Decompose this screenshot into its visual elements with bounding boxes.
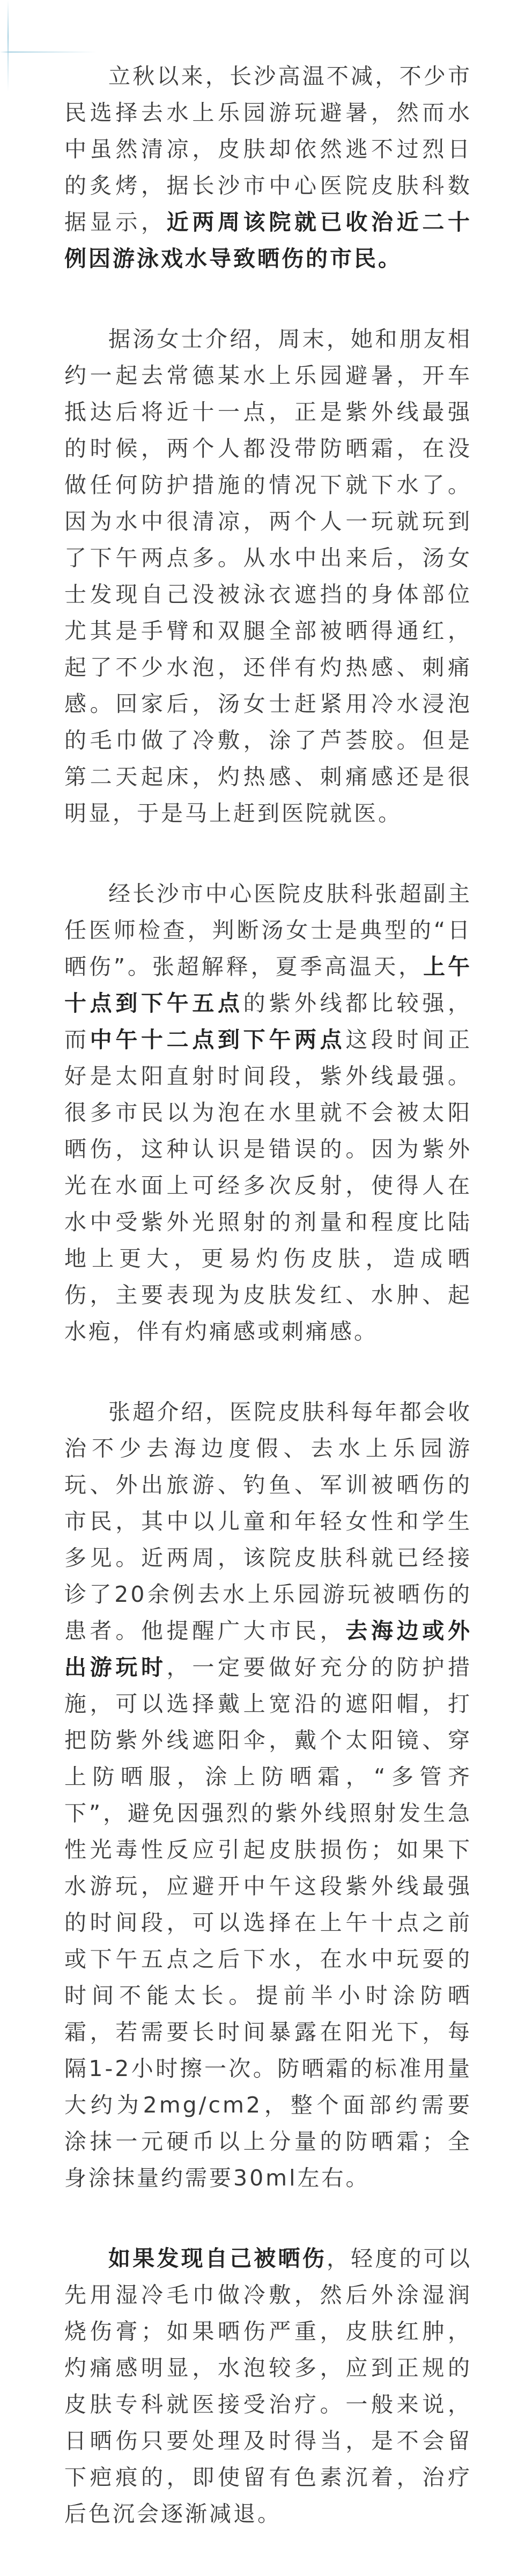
paragraph-case [64, 321, 472, 831]
paragraph-diagnosis [64, 875, 472, 1350]
bold-text-run: 如果发现自己被晒伤 [108, 2246, 327, 2271]
text-run: 的紫外线都比较强，而 [64, 990, 472, 1053]
paragraph-advice [64, 1394, 472, 2196]
text-run: 经长沙市中心医院皮肤科张超副主任医师检查，判断汤女士是典型的“日晒伤”。张超解释，夏季高温天， [64, 881, 472, 980]
paragraph-intro [64, 58, 472, 277]
bold-text-run: 去海边或外出游玩时 [64, 1618, 472, 1680]
bold-text-run: 上午十点到下午五点 [64, 954, 472, 1016]
text-run: 张超介绍，医院皮肤科每年都会收治不少去海边度假、去水上乐园游玩、外出旅游、钓鱼、军训被晒伤的市民，其中以儿童和年轻女性和学生多见。近两周，该院皮肤科就已经接诊了20余例去水上乐园游玩被晒伤的患者。他提醒广大市民， [64, 1399, 472, 1644]
decorative-vertical-line [8, 0, 9, 91]
text-run: 立秋以来，长沙高温不减，不少市民选择去水上乐园游玩避暑，然而水中虽然清凉，皮肤却依然逃不过烈日的炙烤，据长沙市中心医院皮肤科数据显示， [64, 63, 472, 235]
bold-text-run: 近两周该院就已收治近二十例因游泳戏水导致晒伤的市民。 [64, 209, 472, 271]
text-run: 这段时间正好是太阳直射时间段，紫外线最强。很多市民以为泡在水里就不会被太阳晒伤，这种认识是错误的。因为紫外光在水面上可经多次反射，使得人在水中受紫外光照射的剂量和程度比陆地上更大，更易灼伤皮肤，造成晒伤，主要表现为皮肤发红、水肿、起水疱，伴有灼痛感或刺痛感。 [64, 1027, 472, 1344]
paragraph-treatment [64, 2240, 472, 2532]
text-run: ，轻度的可以先用湿冷毛巾做冷敷，然后外涂湿润烧伤膏；如果晒伤严重，皮肤红肿，灼痛感明显，水泡较多，应到正规的皮肤专科就医接受治疗。一般来说，日晒伤只要处理及时得当，是不会留下疤痕的，即使留有色素沉着，治疗后色沉会逐渐减退。 [64, 2246, 472, 2527]
text-run: ，一定要做好充分的防护措施，可以选择戴上宽沿的遮阳帽，打把防紫外线遮阳伞，戴个太阳镜、穿上防晒服，涂上防晒霜，“多管齐下”，避免因强烈的紫外线照射发生急性光毒性反应引起皮肤损伤；如果下水游玩，应避开中午这段紫外线最强的时间段，可以选择在上午十点之前或下午五点之后下水，在水中玩耍的时间不能太长。提前半小时涂防晒霜，若需要长时间暴露在阳光下，每隔1-2小时擦一次。防晒霜的标准用量大约为2mg/cm2，整个面部约需要涂抹一元硬币以上分量的防晒霜；全身涂抹量约需要30ml左右。 [64, 1654, 472, 2191]
decorative-horizontal-line [0, 51, 97, 53]
article-body [64, 58, 472, 2576]
bold-text-run: 中午十二点到下午两点 [90, 1027, 346, 1053]
text-run: 据汤女士介绍，周末，她和朋友相约一起去常德某水上乐园避暑，开车抵达后将近十一点，正是紫外线最强的时候，两个人都没带防晒霜，在没做任何防护措施的情况下就下水了。因为水中很清凉，两个人一玩就玩到了下午两点多。从水中出来后，汤女士发现自己没被泳衣遮挡的身体部位尤其是手臂和双腿全部被晒得通红，起了不少水泡，还伴有灼热感、刺痛感。回家后，汤女士赶紧用冷水浸泡的毛巾做了冷敷，涂了芦荟胶。但是第二天起床，灼热感、刺痛感还是很明显，于是马上赶到医院就医。 [64, 326, 472, 826]
